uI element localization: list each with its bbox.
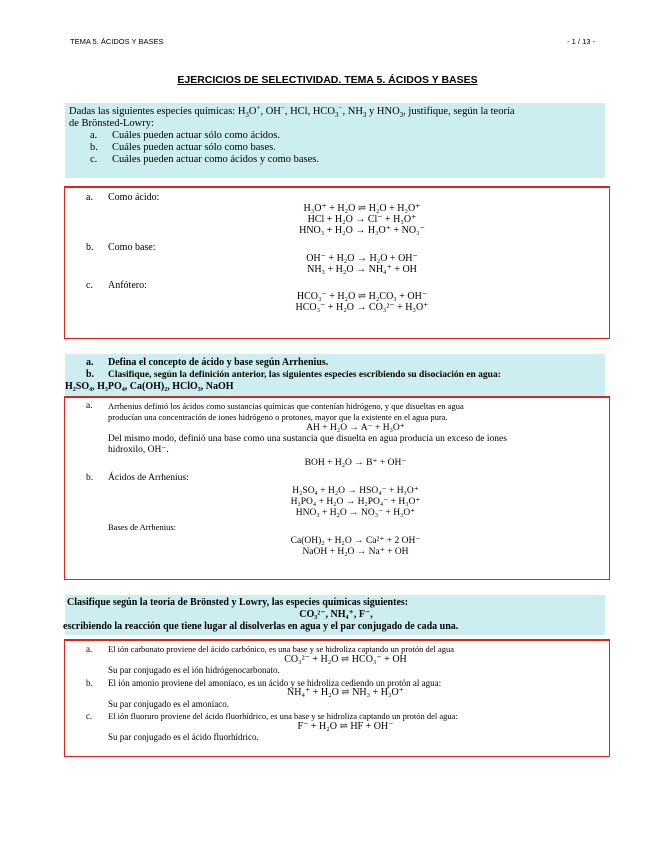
equation: H₂SO₄ + H₂O → HSO₄⁻ + H₃O⁺	[292, 486, 419, 496]
equation: NH₄⁺ + H₂O ⇌ NH₃ + H₃O⁺	[287, 687, 404, 698]
equation: H₃PO₄ + H₂O → H₂PO₄⁻ + H₃O⁺	[290, 497, 421, 507]
equation: HNO₃ + H₂O → NO₃⁻ + H₃O⁺	[295, 508, 416, 518]
equation: HCl + H₂O → Cl⁻ + H₃O⁺	[307, 214, 417, 225]
question-1-item-a: a. Cuáles pueden actuar sólo como ácidos.	[90, 130, 280, 141]
answer-3	[64, 639, 610, 757]
equation: F⁻ + H₂O ⇌ HF + OH⁻	[297, 720, 394, 732]
answer-2-bases-title: Bases de Arrhenius:	[108, 522, 176, 532]
question-1-item-c: c. Cuáles pueden actuar como ácidos y como bases.	[90, 154, 320, 165]
equation: NaOH + H₂O → Na⁺ + OH	[302, 547, 409, 557]
question-1-intro: Dadas las siguientes especies químicas: $H_3O^+$, OH−, HCl, $HCO_3^-$, $NH_3$ y $HNO_3$, justifique, según la teoría	[69, 103, 515, 120]
question-3-species: CO₃²⁻, NH₄⁺, F⁻,	[299, 609, 373, 620]
equation: Ca(OH)₂ + H₂O → Ca²⁺ + 2 OH⁻	[290, 536, 421, 546]
answer-3-pair-a: Su par conjugado es el ión hidrógenocarbonato.	[108, 665, 280, 675]
answer-1	[64, 186, 610, 339]
question-1-item-b: b. Cuáles pueden actuar sólo como bases.	[90, 142, 276, 153]
answer-1-label-b: b. Como base:	[86, 242, 156, 253]
question-3	[65, 595, 605, 635]
equation: CO₃²⁻ + H₂O ⇌ HCO₃⁻ + OH	[284, 653, 407, 665]
header-page-number: - 1 / 13 -	[567, 37, 595, 46]
answer-3-pair-b: Su par conjugado es el amoníaco.	[108, 698, 229, 709]
answer-2-item-b: b. Ácidos de Arrhenius:	[86, 473, 189, 483]
answer-3-item-c: c. El ión fluoruro proviene del ácido fluorhídrico, es una base y se hidroliza captando un protón del agua:	[86, 711, 458, 721]
answer-2	[64, 396, 610, 580]
answer-2-base-text: hidroxilo, OH⁻.	[108, 445, 169, 455]
question-1-intro-line2: de Brönsted-Lowry:	[69, 118, 154, 129]
header-topic: TEMA 5. ÁCIDOS Y BASES	[70, 37, 164, 46]
page-header	[70, 37, 595, 46]
equation: OH⁻ + H₂O → H₂O + OH⁻	[306, 253, 418, 264]
question-2-item-b: b. Clasifique, según la definición anterior, las siguientes especies escribiendo su disociación en agua:	[86, 369, 501, 380]
answer-3-item-b: b. El ión amonio proviene del amoníaco, es un ácido y se hidroliza cediendo un protón al agua:	[86, 677, 442, 688]
question-2	[65, 354, 605, 396]
answer-1-label-a: a. Como ácido:	[86, 192, 160, 203]
equation: H₃O⁺ + H₂O ⇌ H₂O + H₃O⁺	[303, 203, 421, 214]
answer-3-pair-c: Su par conjugado es el ácido fluorhídrico.	[108, 732, 259, 742]
question-3-line1: Clasifique según la teoría de Brönsted y Lowry, las especies químicas siguientes:	[67, 597, 409, 608]
question-3-line3: escribiendo la reacción que tiene lugar al disolverlas en agua y el par conjugado de cada una.	[63, 621, 459, 632]
equation: BOH + H₂O → B⁺ + OH⁻	[304, 458, 407, 468]
question-2-item-a: a. Defina el concepto de ácido y base según Arrhenius.	[86, 357, 329, 368]
answer-2-base-text: Del mismo modo, definió una base como una sustancia que disuelta en agua producía un exceso de iones	[108, 434, 507, 444]
page-title: EJERCICIOS DE SELECTIVIDAD. TEMA 5. ÁCIDOS Y BASES	[177, 74, 478, 86]
equation: AH + H₂O → A⁻ + H₃O⁺	[306, 423, 405, 433]
equation: HCO₃⁻ + H₂O ⇌ H₂CO₃ + OH⁻	[296, 291, 428, 302]
equation: HCO₃⁻ + H₂O → CO₃²⁻ + H₃O⁺	[295, 302, 429, 313]
equation: HNO₃ + H₂O → H₃O⁺ + NO₃⁻	[299, 225, 425, 236]
answer-2-item-a: a. Arrhenius definió los ácidos como sustancias químicas que contenían hidrógeno, y que disueltas en agua	[86, 401, 464, 411]
answer-3-item-a: a. El ión carbonato proviene del ácido carbónico, es una base y se hidroliza captando un protón del agua	[86, 644, 455, 654]
question-1	[65, 103, 605, 178]
equation: NH₃ + H₂O → NH₄⁺ + OH	[307, 264, 417, 275]
answer-2-text: producían una concentración de iones hidrógeno o protones, mayor que la existente en el agua pura.	[108, 412, 448, 422]
answer-1-label-c: c. Anfótero:	[86, 280, 147, 291]
question-2-species: H₂SO₄, H₃PO₄, Ca(OH)₂, HClO₃, NaOH	[65, 381, 234, 392]
